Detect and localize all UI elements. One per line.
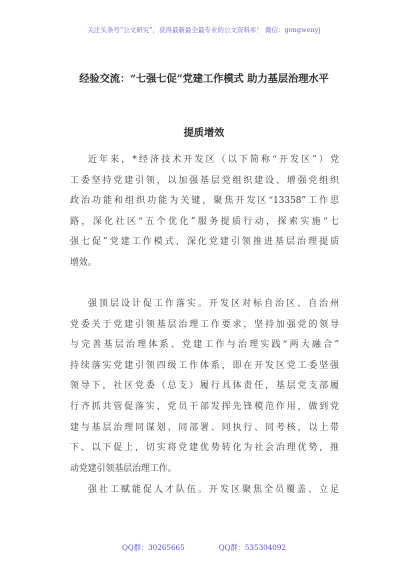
- paragraph-line: 强顶层设计促工作落实。开发区对标自治区、自治州: [88, 299, 339, 309]
- paragraph-3: [70, 480, 339, 501]
- paragraph-line: 路，深化社区“五个优化”服务提质行动，探索实施“七: [70, 216, 339, 227]
- paragraph-line: 下、以下促上，切实将党建优势转化为社会治理优势，推: [70, 443, 339, 454]
- footer-contact: [0, 543, 408, 553]
- paragraph-2: [70, 294, 339, 479]
- footer-qq-group-2: QQ群：535304092: [218, 543, 287, 552]
- paragraph-line: 持续落实党建引领四级工作体系，即在开发区党工委坚强: [70, 360, 339, 371]
- paragraph-line: 强七促”党建工作模式，深化党建引领推进基层治理提质: [70, 237, 339, 248]
- header-note: 关注头条号“公文研究”，获得最新最全最专业的公文资料库！ 微信：gongwenyj: [87, 26, 321, 34]
- paragraph-1: [70, 150, 339, 274]
- document-title-line-2: 提质增效: [183, 127, 225, 139]
- paragraph-line: 动党建引领基层治理工作。: [70, 463, 177, 474]
- paragraph-line: 政治功能和组织功能为关键，聚焦开发区“13358”工作思: [70, 196, 339, 207]
- paragraph-line: 近年来，*经济技术开发区（以下简称“开发区”）党: [88, 155, 339, 165]
- paragraph-line: 工委坚持党建引领，以加强基层党组织建设、增强党组织: [70, 175, 339, 186]
- paragraph-line: 党委关于党建引领基层治理工作要求，坚持加强党的领导: [70, 319, 339, 330]
- paragraph-line: 增效。: [70, 257, 97, 268]
- document-title-line-1: 经验交流：“七强七促”党建工作模式 助力基层治理水平: [79, 73, 329, 85]
- paragraph-line: 行齐抓共管促落实，党员干部发挥先锋模范作用，做到党: [70, 401, 339, 412]
- footer-qq-group-1: QQ群：30265665: [121, 543, 185, 552]
- paragraph-line: 领导下，社区党委（总支）履行具体责任，基层党支部履: [70, 381, 339, 392]
- paragraph-line: 建与基层治理同谋划、同部署、同执行、同考核，以上带: [70, 422, 339, 433]
- paragraph-line: 与完善基层治理体系、党建工作与治理实践“两大融合”: [70, 340, 339, 351]
- paragraph-line: 强社工赋能促人才队伍。开发区聚焦全员覆盖、立足: [88, 485, 339, 495]
